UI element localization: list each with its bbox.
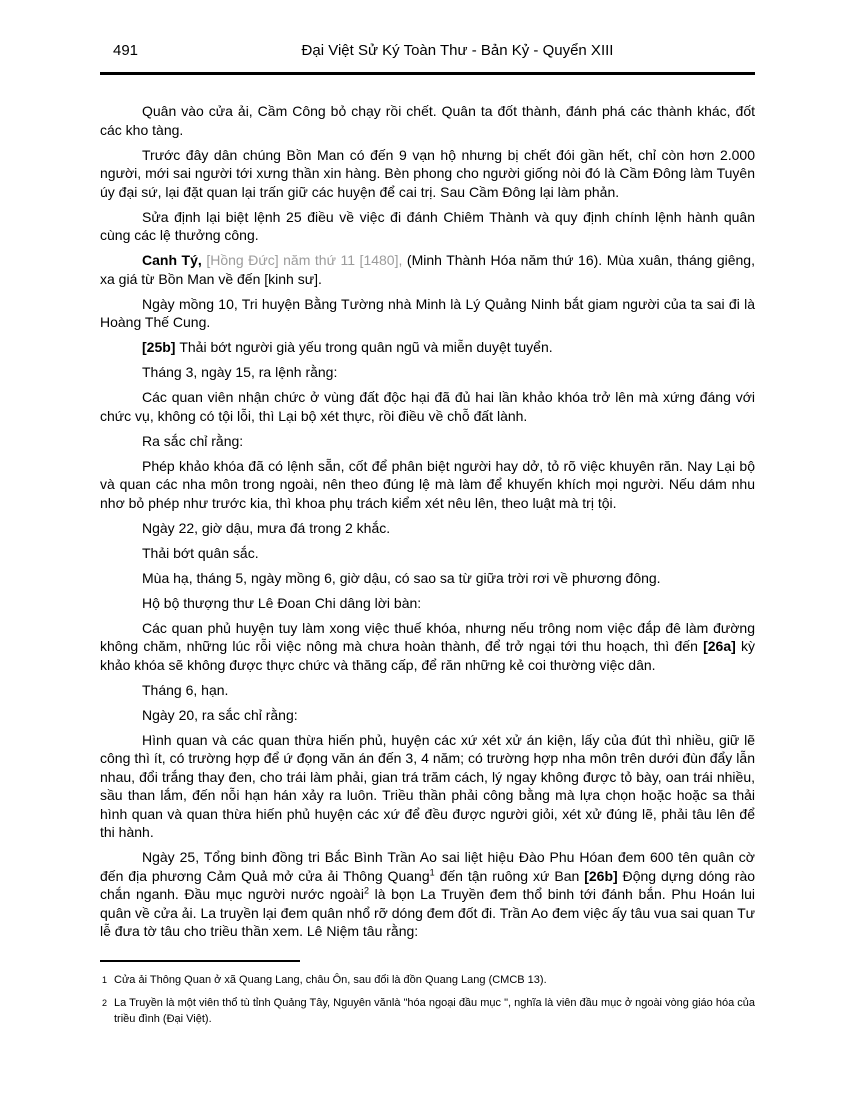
text-segment: Hộ bộ thượng thư Lê Đoan Chi dâng lời bàn: (142, 594, 422, 611)
text-segment: Động dựng dóng rào chắn nganh. Đầu mục người nước ngoài (100, 867, 756, 902)
text-segment: Ngày 20, ra sắc chỉ rằng: (142, 706, 298, 723)
footnote-text: Cửa ải Thông Quan ở xã Quang Lang, châu Ôn, sau đổi là đồn Quang Lang (CMCB 13). (114, 973, 547, 986)
paragraph (100, 706, 755, 725)
paragraph (100, 363, 755, 382)
footnote-marker: 1 (102, 974, 108, 985)
paragraph (100, 681, 755, 700)
page-header (100, 0, 755, 69)
document-title: Đại Việt Sử Ký Toàn Thư - Bản Kỷ - Quyển XIII (301, 42, 614, 59)
paragraph (100, 569, 755, 588)
bold-segment: [26a] (703, 638, 736, 654)
text-segment: Tháng 6, hạn. (142, 681, 229, 698)
text-segment: Mùa hạ, tháng 5, ngày mồng 6, giờ dậu, có sao sa từ giữa trời rơi về phương đông. (142, 569, 661, 586)
bold-segment: Canh Tý, (142, 252, 207, 268)
footnote-ref: 2 (363, 885, 369, 896)
footnote (100, 972, 755, 988)
muted-segment: [Hồng Đức] năm thứ 11 [1480], (206, 252, 407, 268)
text-segment: là bọn La Truyền đem thổ binh tới đánh bắn. Phu Hoán lui quân về cửa ải. La truyền lại đem quân nhổ rỡ dóng đem đốt đi. Trần Ao đem việc ấy tâu vua sai quan Tư lễ đưa tờ tâu cho triều thần xem. Lê Niệm tâu rằng: (100, 886, 755, 939)
footnote-text: La Truyền là một viên thổ tù tỉnh Quảng Tây, Nguyên vănlà "hóa ngoại đầu mục ", nghĩa là viên đầu mục ở ngoài vòng giáo hóa của triều đình (Đại Việt). (114, 996, 755, 1025)
text-segment: Sửa định lại biệt lệnh 25 điều về việc đi đánh Chiêm Thành và quy định chính lệnh hành quân cùng các lệ thưởng công. (100, 208, 755, 243)
bold-segment: [25b] (142, 339, 180, 355)
text-segment: kỳ khảo khóa sẽ không được thực chức và thăng cấp, để răn những kẻ coi thường việc dân. (100, 638, 755, 673)
text-segment: đến tận ruông xứ Ban (434, 867, 585, 884)
text-segment: Các quan viên nhận chức ở vùng đất độc hại đã đủ hai lần khảo khóa trở lên mà xứng đáng với chức vụ, không có tội lỗi, thì Lại bộ xét thực, rồi điều về chỗ đất lành. (100, 389, 755, 424)
paragraph (100, 338, 755, 357)
text-segment: Ngày 25, Tổng binh đồng tri Bắc Bình Trần Ao sai liệt hiệu Đào Phu Hóan đem 600 tên quân cờ đến địa phương Cảm Quả mở cửa ải Thông Quang (100, 849, 755, 884)
footnotes-section (100, 962, 755, 1027)
text-segment: (Minh Thành Hóa năm thứ 16). Mùa xuân, tháng giêng, xa giá từ Bồn Man về đến [kinh sư]. (100, 252, 755, 287)
footnote-ref: 1 (429, 866, 435, 877)
document-body (100, 75, 755, 941)
paragraph (100, 519, 755, 538)
page-number: 491 (113, 42, 139, 59)
footnote-marker: 2 (102, 997, 108, 1008)
content-area (100, 0, 755, 1027)
paragraph (100, 208, 755, 245)
text-segment: Quân vào cửa ải, Cầm Công bỏ chạy rồi chết. Quân ta đốt thành, đánh phá các thành khác, đốt các kho tàng. (100, 103, 755, 138)
text-segment: Ra sắc chỉ rằng: (142, 432, 244, 449)
paragraph (100, 731, 755, 842)
footnote (100, 995, 755, 1027)
text-segment: Thải bớt người già yếu trong quân ngũ và miễn duyệt tuyển. (179, 339, 553, 355)
paragraph (100, 594, 755, 613)
text-segment: Thải bớt quân sắc. (142, 544, 259, 561)
bold-segment: [26b] (584, 867, 618, 884)
paragraph (100, 102, 755, 139)
text-segment: Trước đây dân chúng Bồn Man có đến 9 vạn hộ nhưng bị chết đói gần hết, chỉ còn hơn 2.000 người, mới sai người tới xưng thần xin hàng. Bèn phong cho người giống nòi đó là Cầm Đông làm Tuyên úy đại sứ, lại đặt quan lại trấn giữ các huyện để cai trị. Sau Cầm Đông lại làm phản. (100, 146, 755, 200)
paragraph (100, 848, 755, 941)
text-segment: Tháng 3, ngày 15, ra lệnh rằng: (142, 364, 338, 380)
paragraph (100, 544, 755, 563)
paragraph (100, 295, 755, 332)
text-segment: Ngày 22, giờ dậu, mưa đá trong 2 khắc. (142, 519, 391, 536)
text-segment: Các quan phủ huyện tuy làm xong việc thuế khóa, nhưng nếu trông nom việc đắp đê làm đường không chăm, những lúc rỗi việc nông mà chưa hoàn thành, để trở ngại tới thu hoạch, thì đến (100, 619, 755, 654)
paragraph (100, 388, 755, 425)
text-segment: Ngày mồng 10, Tri huyện Bằng Tường nhà Minh là Lý Quảng Ninh bắt giam người của ta sai đi là Hoàng Thế Cung. (100, 295, 755, 330)
paragraph (100, 251, 755, 288)
paragraph (100, 619, 755, 675)
paragraph (100, 432, 755, 451)
text-segment: Hình quan và các quan thừa hiến phủ, huyện các xứ xét xử án kiện, lấy của đút thì nhiều, giữ lẽ công thì ít, có trường hợp để ứ đọng văn án đến 3, 4 năm; có trường hợp nha môn trên dưới đùn đẩy lẫn nhau, đổi trắng thay đen, cho trái làm phải, gian trá trăm cách, lý ngay không được tỏ bày, oan trái nhiều, sầu than lắm, đến nỗi hạn hán xảy ra luôn. Triều thần phải công bằng mà lựa chọn hoặc hoặc sa thải hình quan và quan thừa hiến phủ huyện các xứ để đều được người giỏi, xét xử đúng lẽ, phải tâu lên để thi hành. (100, 731, 755, 840)
paragraph (100, 146, 755, 202)
paragraph (100, 457, 755, 513)
text-segment: Phép khảo khóa đã có lệnh sẵn, cốt để phân biệt người hay dở, tỏ rõ việc khuyên răn. Nay Lại bộ và quan các nha môn trong ngoài, nên theo đúng lệ mà làm để khuyến khích mọi người. Nếu dám nhu nhơ bỏ phép như trước kia, thì khoa phụ trách kiểm xét nêu lên, theo luật mà trị tội. (100, 457, 755, 511)
